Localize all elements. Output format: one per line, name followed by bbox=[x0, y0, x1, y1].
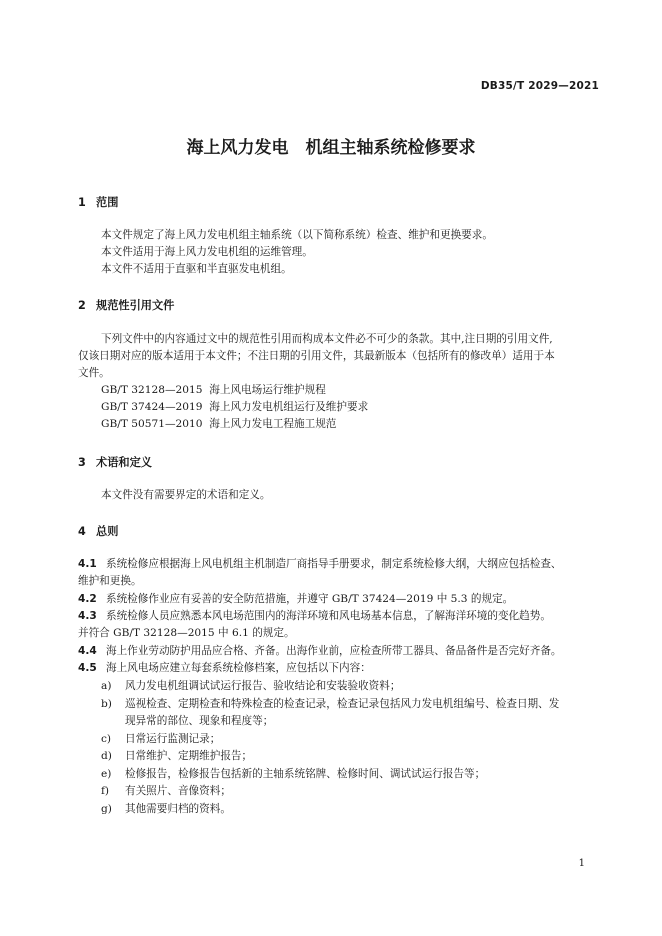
clause-text: 海上风电场应建立每套系统检修档案，应包括以下内容： bbox=[106, 662, 371, 674]
list-item bbox=[101, 731, 220, 748]
clause-4-1-continuation: 维护和更换。 bbox=[78, 575, 142, 587]
list-item bbox=[101, 678, 400, 695]
list-item-text: 日常运行监测记录； bbox=[125, 733, 221, 745]
clause-number: 4.2 bbox=[78, 593, 97, 605]
clause-4-3 bbox=[78, 608, 600, 625]
section-title: 范围 bbox=[96, 196, 119, 209]
list-marker: a) bbox=[101, 680, 112, 692]
list-item-text: 有关照片、音像资料； bbox=[125, 785, 231, 797]
section-number: 3 bbox=[78, 456, 86, 469]
reference-code: GB/T 50571—2010 bbox=[101, 418, 203, 430]
paragraph-line: 文件。 bbox=[78, 367, 110, 379]
clause-4-2 bbox=[78, 591, 600, 608]
list-item-text: 日常维护、定期维护报告； bbox=[125, 750, 253, 762]
list-item bbox=[101, 748, 252, 765]
section-4-heading bbox=[78, 523, 118, 539]
clause-text: 海上作业劳动防护用品应合格、齐备。出海作业前，应检查所带工器具、备品备件是否完好齐备。 bbox=[106, 645, 562, 657]
reference-code: GB/T 37424—2019 bbox=[101, 401, 203, 413]
list-item-text: 其他需要归档的资料。 bbox=[125, 803, 231, 815]
page-number: 1 bbox=[578, 858, 585, 869]
clause-4-5 bbox=[78, 660, 600, 677]
list-marker: b) bbox=[101, 698, 112, 710]
reference-item bbox=[101, 382, 326, 399]
paragraph: 本文件规定了海上风力发电机组主轴系统（以下简称系统）检查、维护和更换要求。 bbox=[101, 229, 493, 241]
list-item bbox=[101, 766, 485, 783]
section-title: 术语和定义 bbox=[96, 456, 152, 469]
clause-number: 4.5 bbox=[78, 662, 97, 674]
clause-4-3-continuation: 并符合 GB/T 32128—2015 中 6.1 的规定。 bbox=[78, 627, 295, 639]
paragraph: 本文件没有需要界定的术语和定义。 bbox=[101, 489, 271, 501]
clause-4-4 bbox=[78, 643, 600, 660]
clause-number: 4.4 bbox=[78, 645, 97, 657]
paragraph-line: 仅该日期对应的版本适用于本文件；不注日期的引用文件，其最新版本（包括所有的修改单）适用于本 bbox=[78, 350, 555, 362]
clause-text: 系统检修应根据海上风电机组主机制造厂商指导手册要求，制定系统检修大纲，大纲应包括检查、 bbox=[106, 558, 562, 570]
section-3-heading bbox=[78, 454, 152, 470]
paragraph: 本文件适用于海上风力发电机组的运维管理。 bbox=[101, 246, 313, 258]
list-item-text: 风力发电机组调试试运行报告、验收结论和安装验收资料； bbox=[125, 680, 401, 692]
reference-name: 海上风力发电工程施工规范 bbox=[209, 418, 337, 430]
clause-4-1 bbox=[78, 556, 600, 573]
reference-name: 海上风电场运行维护规程 bbox=[209, 384, 326, 396]
section-number: 1 bbox=[78, 196, 86, 209]
list-item-text: 巡视检查、定期检查和特殊检查的检查记录，检查记录包括风力发电机组编号、检查日期、发 bbox=[125, 698, 560, 710]
clause-text: 系统检修人员应熟悉本风电场范围内的海洋环境和风电场基本信息，了解海洋环境的变化趋势。 bbox=[106, 610, 551, 622]
list-marker: d) bbox=[101, 750, 112, 762]
section-number: 4 bbox=[78, 525, 86, 538]
reference-code: GB/T 32128—2015 bbox=[101, 384, 203, 396]
list-item bbox=[101, 801, 231, 818]
list-item-continuation: 现异常的部位、现象和程度等； bbox=[125, 715, 274, 727]
section-1-heading bbox=[78, 194, 118, 210]
reference-name: 海上风力发电机组运行及维护要求 bbox=[209, 401, 369, 413]
clause-text: 系统检修作业应有妥善的安全防范措施，并遵守 GB/T 37424—2019 中 5.3 的规定。 bbox=[106, 593, 514, 605]
list-marker: g) bbox=[101, 803, 112, 815]
section-title: 总则 bbox=[96, 525, 119, 538]
list-marker: f) bbox=[101, 785, 110, 797]
reference-item bbox=[101, 399, 368, 416]
document-code: DB35/T 2029—2021 bbox=[480, 80, 599, 92]
section-title: 规范性引用文件 bbox=[96, 299, 175, 312]
list-item-text: 检修报告，检修报告包括新的主轴系统铭牌、检修时间、调试试运行报告等； bbox=[125, 768, 486, 780]
list-item bbox=[101, 783, 231, 800]
section-number: 2 bbox=[78, 299, 86, 312]
clause-number: 4.1 bbox=[78, 558, 97, 570]
list-marker: e) bbox=[101, 768, 112, 780]
paragraph-line: 下列文件中的内容通过文中的规范性引用而构成本文件必不可少的条款。其中,注日期的引用文件, bbox=[101, 333, 553, 345]
reference-item bbox=[101, 416, 336, 433]
clause-number: 4.3 bbox=[78, 610, 97, 622]
page-title: 海上风力发电 机组主轴系统检修要求 bbox=[186, 138, 476, 158]
section-2-heading bbox=[78, 297, 174, 313]
list-marker: c) bbox=[101, 733, 112, 745]
list-item bbox=[101, 696, 559, 713]
paragraph: 本文件不适用于直驱和半直驱发电机组。 bbox=[101, 263, 292, 275]
